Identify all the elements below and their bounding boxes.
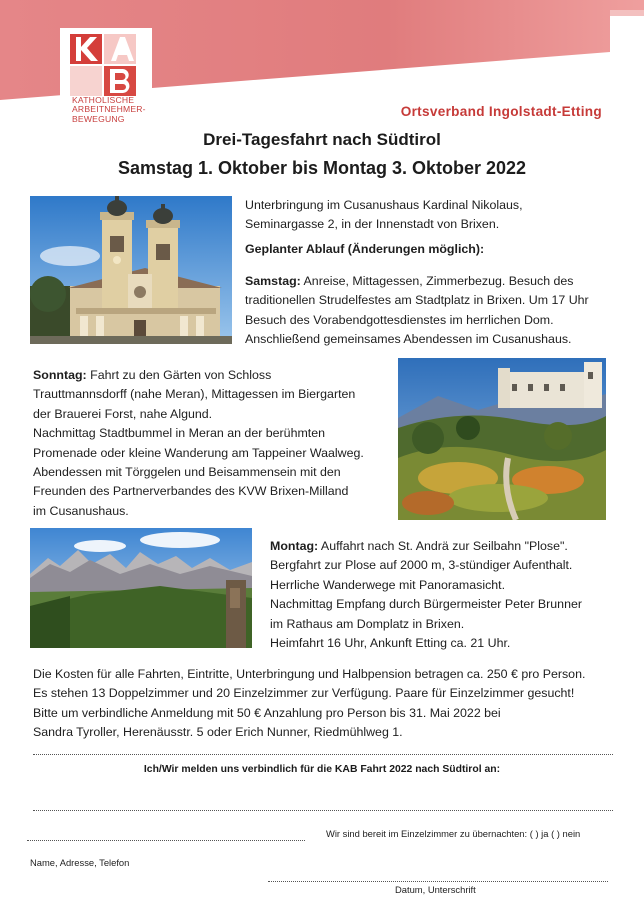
monday-section [270,537,615,653]
trauttmansdorff-gardens-photo [398,358,606,520]
single-room-question: Wir sind bereit im Einzelzimmer zu übernachten: ( ) ja ( ) nein [326,828,581,839]
intro-line-1: Unterbringung im Cusanushaus Kardinal Nikolaus, [245,198,523,212]
sunday-line-6: Abendessen mit Törggelen und Beisammensein mit den [33,465,341,480]
monday-line-4: Nachmittag Empfang durch Bürgermeister Peter Brunner [270,597,582,612]
monday-line-2: Bergfahrt zur Plose auf 2000 m, 3-stündiger Aufenthalt. [270,558,573,573]
name-address-label: Name, Adresse, Telefon [30,857,130,868]
brixen-cathedral-photo [30,196,232,344]
registration-heading: Ich/Wir melden uns verbindlich für die KAB Fahrt 2022 nach Südtirol an: [143,764,501,775]
sunday-line-3: der Brauerei Forst, nahe Algund. [33,406,213,421]
signature-line[interactable] [268,881,608,882]
sunday-section [33,366,401,521]
page-subtitle-dates: Samstag 1. Oktober bis Montag 3. Oktober 2022 [117,158,527,178]
schedule-heading: Geplanter Ablauf (Änderungen möglich): [245,242,485,256]
costs-line-3: Bitte um verbindliche Anmeldung mit 50 € Anzahlung pro Person bis 31. Mai 2022 bei [33,705,501,720]
costs-section [33,665,633,743]
saturday-section [245,272,617,350]
sunday-line-5: Promenade oder kleine Wanderung am Tappeiner Waalweg. [33,445,364,460]
saturday-line-3: Besuch des Vorabendgottesdienstes im herrlichen Dom. [245,312,554,327]
registration-line-2[interactable] [27,840,305,841]
registration-line-1[interactable] [33,810,613,811]
kab-logo [70,34,136,98]
accommodation-info [245,196,615,235]
signature-label: Datum, Unterschrift [395,884,476,895]
sunday-line-1 [33,366,401,385]
sunday-line-7: Freunden des Partnerverbandes des KVW Brixen-Milland [33,484,349,499]
logo-caption-line-2: ARBEITNEHMER- [72,104,146,115]
logo-caption [72,96,152,124]
sunday-text-1: Fahrt zu den Gärten von Schloss [86,368,272,382]
page-title: Drei-Tagesfahrt nach Südtirol [203,130,441,149]
logo-caption-line-3: BEWEGUNG [72,113,125,124]
saturday-text-1: Anreise, Mittagessen, Zimmerbezug. Besuch des [300,274,574,288]
monday-line-6: Heimfahrt 16 Uhr, Ankunft Etting ca. 21 Uhr. [270,636,511,651]
monday-text-1: Auffahrt nach St. Andrä zur Seilbahn "Plose". [318,539,568,553]
logo-caption-line-1: KATHOLISCHE [72,95,135,105]
costs-line-4: Sandra Tyroller, Herenäusstr. 5 oder Erich Nunner, Riedmühlweg 1. [33,725,403,740]
sunday-label: Sonntag: [33,368,87,382]
saturday-line-2: traditionellen Strudelfestes am Stadtplatz in Brixen. Um 17 Uhr [245,293,589,308]
cut-line [33,754,613,755]
saturday-line-4: Anschließend gemeinsames Abendessen im Cusanushaus. [245,332,572,347]
monday-line-1 [270,537,615,556]
monday-line-5: im Rathaus am Domplatz in Brixen. [270,616,465,631]
monday-label: Montag: [270,539,319,553]
intro-line-2: Seminargasse 2, in der Innenstadt von Brixen. [245,217,500,232]
sunday-line-2: Trauttmannsdorff (nahe Meran), Mittagessen im Biergarten [33,387,356,402]
sunday-line-4: Nachmittag Stadtbummel in Meran an der berühmten [33,426,326,441]
costs-line-2: Es stehen 13 Doppelzimmer und 20 Einzelzimmer zur Verfügung. Paare für Einzelzimmer gesucht! [33,686,575,701]
sunday-line-8: im Cusanushaus. [33,503,129,518]
saturday-line-1 [245,272,617,291]
monday-line-3: Herrliche Wanderwege mit Panoramasicht. [270,577,506,592]
saturday-label: Samstag: [245,274,301,288]
ortsverband-label: Ortsverband Ingolstadt-Etting [400,104,602,119]
plose-mountains-photo [30,528,252,648]
costs-line-1: Die Kosten für alle Fahrten, Eintritte, Unterbringung und Halbpension betragen ca. 250 € pro Person. [33,667,586,681]
